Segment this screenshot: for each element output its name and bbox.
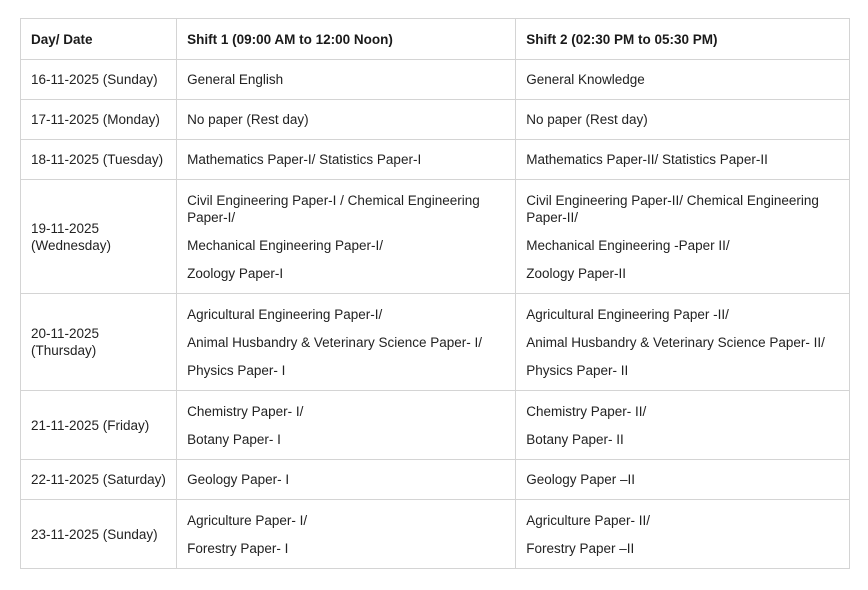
paper-name: Forestry Paper –II [526, 540, 635, 556]
shift-1-cell [177, 391, 516, 460]
header-shift-2: Shift 2 (02:30 PM to 05:30 PM) [516, 19, 850, 60]
paper-name: Mathematics Paper-I/ Statistics Paper-I [187, 152, 422, 167]
shift-2-cell [516, 460, 850, 500]
day-cell: 21-11-2025 (Friday) [21, 391, 177, 460]
table-row [21, 391, 850, 460]
table-header-row [21, 19, 850, 60]
paper-name: Physics Paper- I [187, 362, 286, 378]
shift-1-cell [177, 60, 516, 100]
paper-name: Mathematics Paper-II/ Statistics Paper-II [526, 152, 768, 167]
shift-2-cell [516, 140, 850, 180]
table-row [21, 460, 850, 500]
shift-2-cell [516, 60, 850, 100]
day-cell: 23-11-2025 (Sunday) [21, 500, 177, 569]
table-row [21, 180, 850, 294]
day-cell: 16-11-2025 (Sunday) [21, 60, 177, 100]
day-cell: 17-11-2025 (Monday) [21, 100, 177, 140]
paper-name: Zoology Paper-I [187, 265, 284, 281]
paper-name: Agriculture Paper- I/ [187, 512, 308, 528]
shift-1-cell [177, 180, 516, 294]
paper-name: Geology Paper –II [526, 472, 636, 487]
day-cell: 22-11-2025 (Saturday) [21, 460, 177, 500]
paper-name: Botany Paper- II [526, 431, 624, 447]
paper-name: Mechanical Engineering Paper-I/ [187, 237, 383, 253]
paper-name: Zoology Paper-II [526, 265, 627, 281]
table-row [21, 140, 850, 180]
day-cell: 19-11-2025 (Wednesday) [21, 180, 177, 294]
paper-name: Animal Husbandry & Veterinary Science Paper- I/ [187, 334, 482, 350]
paper-name: Agricultural Engineering Paper -II/ [526, 306, 729, 322]
paper-name: Animal Husbandry & Veterinary Science Paper- II/ [526, 334, 825, 350]
table-row [21, 100, 850, 140]
paper-name: Agricultural Engineering Paper-I/ [187, 306, 383, 322]
table-row [21, 60, 850, 100]
paper-name: Botany Paper- I [187, 431, 281, 447]
paper-name: Geology Paper- I [187, 472, 290, 487]
paper-name: General English [187, 72, 284, 87]
paper-name: Chemistry Paper- I/ [187, 403, 304, 419]
paper-name: Chemistry Paper- II/ [526, 403, 647, 419]
shift-1-cell [177, 294, 516, 391]
day-cell: 20-11-2025 (Thursday) [21, 294, 177, 391]
shift-1-cell [177, 460, 516, 500]
paper-name: Mechanical Engineering -Paper II/ [526, 237, 730, 253]
table-row [21, 500, 850, 569]
paper-name: Agriculture Paper- II/ [526, 512, 651, 528]
shift-2-cell [516, 100, 850, 140]
day-cell: 18-11-2025 (Tuesday) [21, 140, 177, 180]
paper-name: General Knowledge [526, 72, 645, 87]
header-shift-1: Shift 1 (09:00 AM to 12:00 Noon) [177, 19, 516, 60]
shift-2-cell [516, 391, 850, 460]
header-day-date: Day/ Date [21, 19, 177, 60]
shift-1-cell [177, 140, 516, 180]
paper-name: Civil Engineering Paper-I / Chemical Engineering Paper-I/ [187, 192, 480, 225]
paper-name: Physics Paper- II [526, 362, 629, 378]
exam-schedule-table [20, 18, 850, 569]
shift-2-cell [516, 294, 850, 391]
paper-name: No paper (Rest day) [526, 112, 648, 127]
shift-1-cell [177, 500, 516, 569]
table-row [21, 294, 850, 391]
shift-2-cell [516, 180, 850, 294]
paper-name: No paper (Rest day) [187, 112, 309, 127]
paper-name: Forestry Paper- I [187, 540, 289, 556]
shift-1-cell [177, 100, 516, 140]
paper-name: Civil Engineering Paper-II/ Chemical Engineering Paper-II/ [526, 192, 819, 225]
shift-2-cell [516, 500, 850, 569]
